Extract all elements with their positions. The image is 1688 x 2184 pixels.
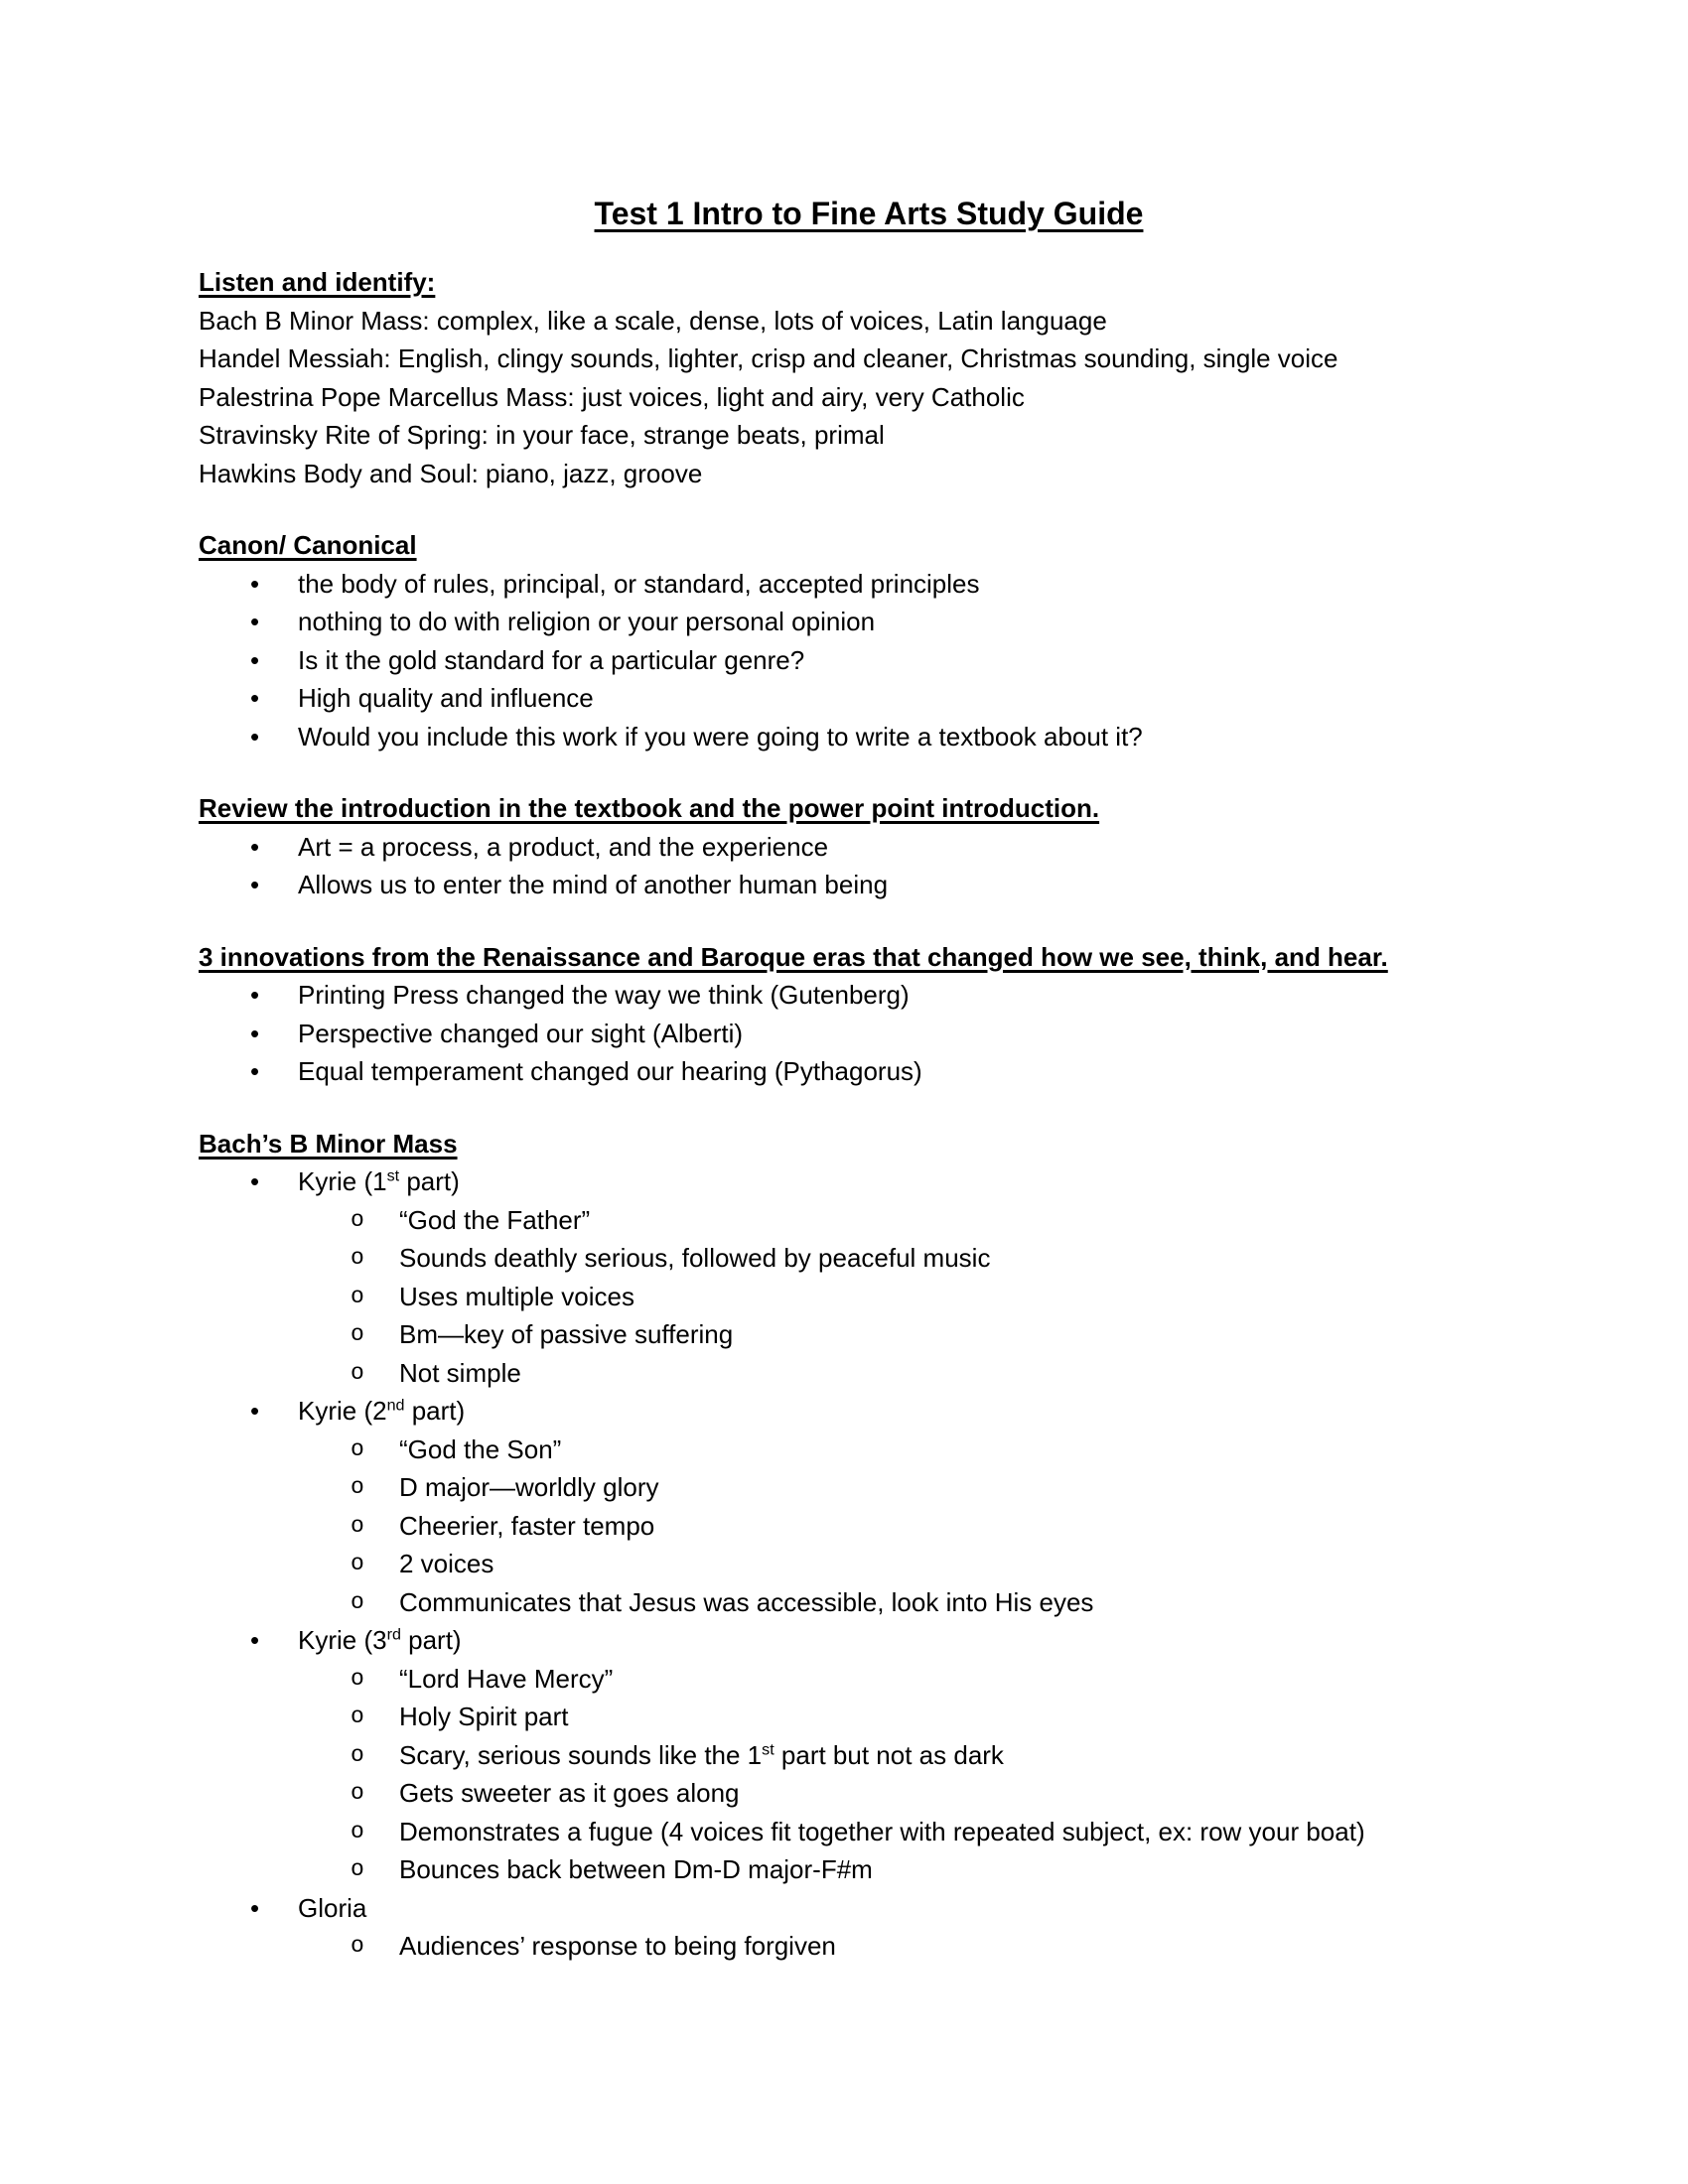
item-text: Kyrie (3rd part) <box>298 1625 462 1655</box>
filled-bullet-icon: • <box>250 1166 260 1196</box>
hollow-bullet-icon: o <box>351 1283 364 1309</box>
item-text: D major—worldly glory <box>399 1472 659 1502</box>
item-text: “Lord Have Mercy” <box>399 1663 614 1694</box>
item-text: Kyrie (1st part) <box>298 1166 460 1196</box>
bullet-item <box>199 1052 1539 1091</box>
sub-bullet-item <box>199 1545 1539 1583</box>
item-text: Gloria <box>298 1892 367 1923</box>
hollow-bullet-icon: o <box>351 1704 364 1729</box>
sub-bullet-item <box>199 1431 1539 1469</box>
bullet-item <box>199 1621 1539 1660</box>
sub-bullet-item <box>199 1315 1539 1354</box>
filled-bullet-icon: • <box>250 831 260 862</box>
item-text: Hawkins Body and Soul: piano, jazz, groove <box>199 458 703 488</box>
item-text: Perspective changed our sight (Alberti) <box>298 1018 744 1048</box>
hollow-bullet-icon: o <box>351 1512 364 1539</box>
hollow-bullet-icon: o <box>351 1321 364 1347</box>
filled-bullet-icon: • <box>250 721 260 751</box>
item-text: Holy Spirit part <box>399 1702 569 1731</box>
bullet-item <box>199 1392 1539 1431</box>
page-title: Test 1 Intro to Fine Arts Study Guide <box>594 196 1144 231</box>
bullet-item <box>199 976 1539 1015</box>
section-heading: Listen and identify: <box>199 267 436 297</box>
paragraph-line <box>199 340 1539 378</box>
hollow-bullet-icon: o <box>351 1435 364 1462</box>
bullet-item <box>199 718 1539 756</box>
item-text: “God the Father” <box>399 1204 591 1235</box>
sub-bullet-item <box>199 1354 1539 1393</box>
section-heading: 3 innovations from the Renaissance and Baroque eras that changed how we see, think, and hear. <box>199 941 1388 972</box>
filled-bullet-icon: • <box>250 568 260 599</box>
section-canon-canonical <box>199 526 1539 755</box>
section-review-introduction <box>199 789 1539 904</box>
bullet-item <box>199 866 1539 904</box>
section-listen-and-identify <box>199 263 1539 492</box>
sub-bullet-item <box>199 1698 1539 1736</box>
sub-bullet-item <box>199 1736 1539 1775</box>
filled-bullet-icon: • <box>250 644 260 675</box>
sub-bullet-item <box>199 1850 1539 1889</box>
hollow-bullet-icon: o <box>351 1665 364 1692</box>
bullet-item <box>199 1889 1539 1928</box>
item-text: Bounces back between Dm-D major-F#m <box>399 1854 873 1884</box>
hollow-bullet-icon: o <box>351 1856 364 1882</box>
item-text: Scary, serious sounds like the 1st part but not as dark <box>399 1739 1004 1770</box>
section-heading: Bach’s B Minor Mass <box>199 1128 458 1159</box>
item-text: Kyrie (2nd part) <box>298 1396 466 1426</box>
filled-bullet-icon: • <box>250 1056 260 1086</box>
bullet-item <box>199 641 1539 680</box>
item-text: Not simple <box>399 1357 521 1388</box>
item-text: Palestrina Pope Marcellus Mass: just voices, light and airy, very Catholic <box>199 381 1025 412</box>
bullet-item <box>199 603 1539 641</box>
hollow-bullet-icon: o <box>351 1245 364 1271</box>
bullet-item <box>199 565 1539 604</box>
ordinal-superscript: st <box>762 1739 774 1758</box>
hollow-bullet-icon: o <box>351 1741 364 1768</box>
sub-bullet-item <box>199 1239 1539 1278</box>
filled-bullet-icon: • <box>250 683 260 713</box>
filled-bullet-icon: • <box>250 1018 260 1048</box>
paragraph-line <box>199 416 1539 455</box>
filled-bullet-icon: • <box>250 980 260 1010</box>
ordinal-superscript: nd <box>386 1396 405 1415</box>
section-bachs-b-minor-mass <box>199 1125 1539 1966</box>
ordinal-superscript: st <box>386 1166 400 1185</box>
item-text: Handel Messiah: English, clingy sounds, lighter, crisp and cleaner, Christmas sounding, single voice <box>199 343 1338 373</box>
sub-bullet-item <box>199 1660 1539 1699</box>
item-text: Sounds deathly serious, followed by peaceful music <box>399 1243 991 1273</box>
ordinal-superscript: rd <box>386 1625 401 1644</box>
item-text: 2 voices <box>399 1549 494 1578</box>
item-text: Stravinsky Rite of Spring: in your face, strange beats, primal <box>199 420 885 450</box>
sub-bullet-item <box>199 1507 1539 1546</box>
sub-bullet-item <box>199 1583 1539 1622</box>
section-three-innovations <box>199 938 1539 1091</box>
sub-bullet-item <box>199 1278 1539 1316</box>
section-heading: Review the introduction in the textbook and the power point introduction. <box>199 793 1100 823</box>
item-text: Equal temperament changed our hearing (Pythagorus) <box>298 1056 922 1086</box>
item-text: High quality and influence <box>298 683 594 713</box>
hollow-bullet-icon: o <box>351 1206 364 1233</box>
sub-bullet-item <box>199 1201 1539 1240</box>
item-text: Communicates that Jesus was accessible, look into His eyes <box>399 1586 1094 1617</box>
paragraph-line <box>199 455 1539 493</box>
filled-bullet-icon: • <box>250 607 260 636</box>
hollow-bullet-icon: o <box>351 1359 364 1386</box>
sections <box>199 263 1539 1966</box>
bullet-item <box>199 1162 1539 1201</box>
paragraph-line <box>199 378 1539 417</box>
item-text: Uses multiple voices <box>399 1281 634 1311</box>
item-text: Bm—key of passive suffering <box>399 1319 734 1349</box>
section-heading: Canon/ Canonical <box>199 530 417 560</box>
hollow-bullet-icon: o <box>351 1933 364 1959</box>
item-text: Allows us to enter the mind of another human being <box>298 870 889 899</box>
hollow-bullet-icon: o <box>351 1818 364 1844</box>
item-text: Cheerier, faster tempo <box>399 1510 655 1541</box>
item-text: Bach B Minor Mass: complex, like a scale, dense, lots of voices, Latin language <box>199 305 1107 336</box>
item-text: nothing to do with religion or your personal opinion <box>298 607 876 636</box>
hollow-bullet-icon: o <box>351 1588 364 1615</box>
bullet-item <box>199 1015 1539 1053</box>
item-text: “God the Son” <box>399 1433 562 1464</box>
bullet-item <box>199 679 1539 718</box>
sub-bullet-item <box>199 1813 1539 1851</box>
filled-bullet-icon: • <box>250 1396 260 1426</box>
item-text: Would you include this work if you were going to write a textbook about it? <box>298 721 1143 751</box>
item-text: Printing Press changed the way we think (Gutenberg) <box>298 980 910 1010</box>
item-text: Is it the gold standard for a particular genre? <box>298 644 805 675</box>
bullet-item <box>199 828 1539 867</box>
sub-bullet-item <box>199 1927 1539 1966</box>
hollow-bullet-icon: o <box>351 1474 364 1500</box>
filled-bullet-icon: • <box>250 870 260 899</box>
hollow-bullet-icon: o <box>351 1780 364 1806</box>
hollow-bullet-icon: o <box>351 1551 364 1576</box>
sub-bullet-item <box>199 1468 1539 1507</box>
item-text: Art = a process, a product, and the experience <box>298 831 829 862</box>
item-text: Gets sweeter as it goes along <box>399 1778 740 1808</box>
item-text: the body of rules, principal, or standard, accepted principles <box>298 568 980 599</box>
item-text: Demonstrates a fugue (4 voices fit together with repeated subject, ex: row your boat) <box>399 1816 1365 1846</box>
sub-bullet-item <box>199 1774 1539 1813</box>
item-text: Audiences’ response to being forgiven <box>399 1931 836 1961</box>
filled-bullet-icon: • <box>250 1892 260 1923</box>
filled-bullet-icon: • <box>250 1625 260 1655</box>
paragraph-line <box>199 302 1539 341</box>
